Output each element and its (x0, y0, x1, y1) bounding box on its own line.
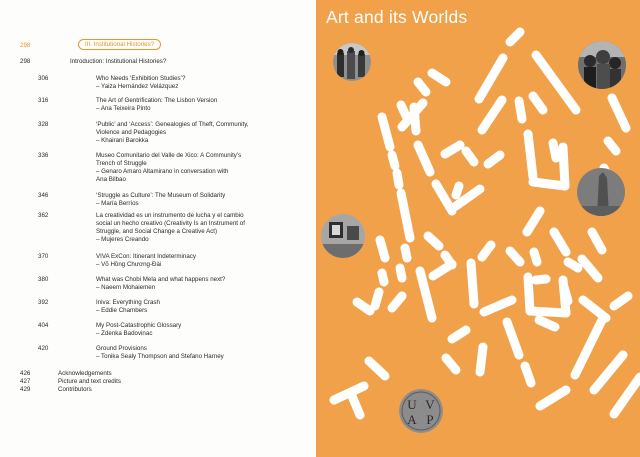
toc-entry-text (96, 75, 185, 91)
photo-circle-figures (333, 43, 371, 81)
toc-entry-text (96, 299, 160, 315)
toc-entry-text (96, 276, 225, 292)
toc-entry-title-line: ‘Public’ and ‘Access’: Genealogies of Theft, Community, (96, 121, 249, 128)
svg-text:P: P (426, 412, 434, 427)
section-title-pill[interactable]: III. Institutional Histories? (78, 39, 161, 50)
toc-entry-text (96, 97, 217, 113)
toc-entry-text (96, 345, 224, 361)
toc-entry-line: – Mujeres Creando (96, 236, 149, 244)
toc-entry-text (96, 121, 249, 145)
toc-entry-line: – Genaro Amaro Altamirano in conversation with (96, 168, 229, 176)
photo-circle-crowd (578, 41, 626, 89)
toc-page-number: 298 (20, 58, 31, 65)
backmatter-page-number: 427 (20, 378, 31, 385)
photo-circle-exhibition-room (321, 214, 365, 258)
toc-entry-title-line: What was Chobi Mela and what happens next? (96, 276, 226, 283)
toc-entry-title-line: VIVA ExCon: Itinerant Indeterminacy (96, 253, 196, 260)
svg-text:V: V (425, 397, 435, 412)
toc-entry-line: – Tonika Sealy Thompson and Stefano Harney (96, 353, 224, 361)
toc-entry-line: Violence and Pedagogies (96, 129, 167, 137)
toc-entry-title-line: Iniva: Everything Crash (96, 299, 160, 306)
toc-entry-title-line: ‘Struggle as Culture’: The Museum of Solidarity (96, 192, 226, 199)
toc-page-number: 306 (38, 75, 49, 82)
toc-entry-text (70, 58, 166, 66)
toc-entry-line: social un hecho creativo (Creativity Is an Instrument of (96, 220, 245, 228)
backmatter-page-number: 426 (20, 370, 31, 377)
toc-entry-title-line: La creatividad es un instrumento de lucha y el cambio (96, 212, 244, 219)
toc-page-number: 336 (38, 152, 49, 159)
toc-entry-title-line: My Post-Catastrophic Glossary (96, 322, 182, 329)
table-of-contents-page (0, 0, 316, 457)
toc-entry-line: – Ana Teixeira Pinto (96, 105, 151, 113)
toc-entry-line: – Zdenka Badovinac (96, 330, 153, 338)
uvap-stamp-logo (399, 389, 443, 433)
toc-entry-text (96, 152, 241, 184)
section-page-number: 298 (20, 42, 31, 49)
toc-entry-line: – Naeem Mohaiemen (96, 284, 156, 292)
toc-entry-line: – Khairani Barokka (96, 137, 149, 145)
toc-entry-text (96, 253, 196, 269)
toc-entry-line: – Yaiza Hernández Velázquez (96, 83, 179, 91)
toc-page-number: 380 (38, 276, 49, 283)
toc-page-number: 346 (38, 192, 49, 199)
backmatter-label: Picture and text credits (58, 378, 121, 385)
toc-entry-line: – Eddie Chambers (96, 307, 148, 315)
backmatter-label: Contributors (58, 386, 92, 393)
toc-page-number: 362 (38, 212, 49, 219)
toc-entry-title-line: Ground Provisions (96, 345, 147, 352)
backmatter-label: Acknowledgements (58, 370, 112, 377)
toc-entry-text (96, 192, 225, 208)
toc-entry-line: Trench of Struggle (96, 160, 147, 168)
toc-entry-title-line: The Art of Gentrification: The Lisbon Version (96, 97, 218, 104)
toc-entry-line: – María Berríos (96, 200, 139, 208)
toc-page-number: 370 (38, 253, 49, 260)
backmatter-page-number: 429 (20, 386, 31, 393)
photo-circle-sculpture (577, 168, 625, 216)
toc-entry-line: Struggle, and Social Change a Creative Act) (96, 228, 218, 236)
toc-entry-title-line: Introduction: Institutional Histories? (70, 58, 167, 65)
toc-entry-title-line: Who Needs ‘Exhibition Studies’? (96, 75, 186, 82)
toc-page-number: 316 (38, 97, 49, 104)
toc-entry-text (96, 212, 245, 244)
toc-entry-title-line: Museo Comunitario del Valle de Xico: A Community’s (96, 152, 242, 159)
toc-page-number: 392 (38, 299, 49, 306)
toc-page-number: 420 (38, 345, 49, 352)
svg-text:U: U (407, 397, 417, 412)
cover-page (316, 0, 640, 457)
svg-text:A: A (407, 412, 417, 427)
toc-page-number: 328 (38, 121, 49, 128)
toc-entry-line: – Võ Hồng Chương-Đài (96, 261, 162, 269)
cover-title: Art and its Worlds (326, 7, 468, 27)
toc-entry-line: Ana Bilbao (96, 176, 126, 184)
toc-entry-text (96, 322, 181, 338)
toc-page-number: 404 (38, 322, 49, 329)
